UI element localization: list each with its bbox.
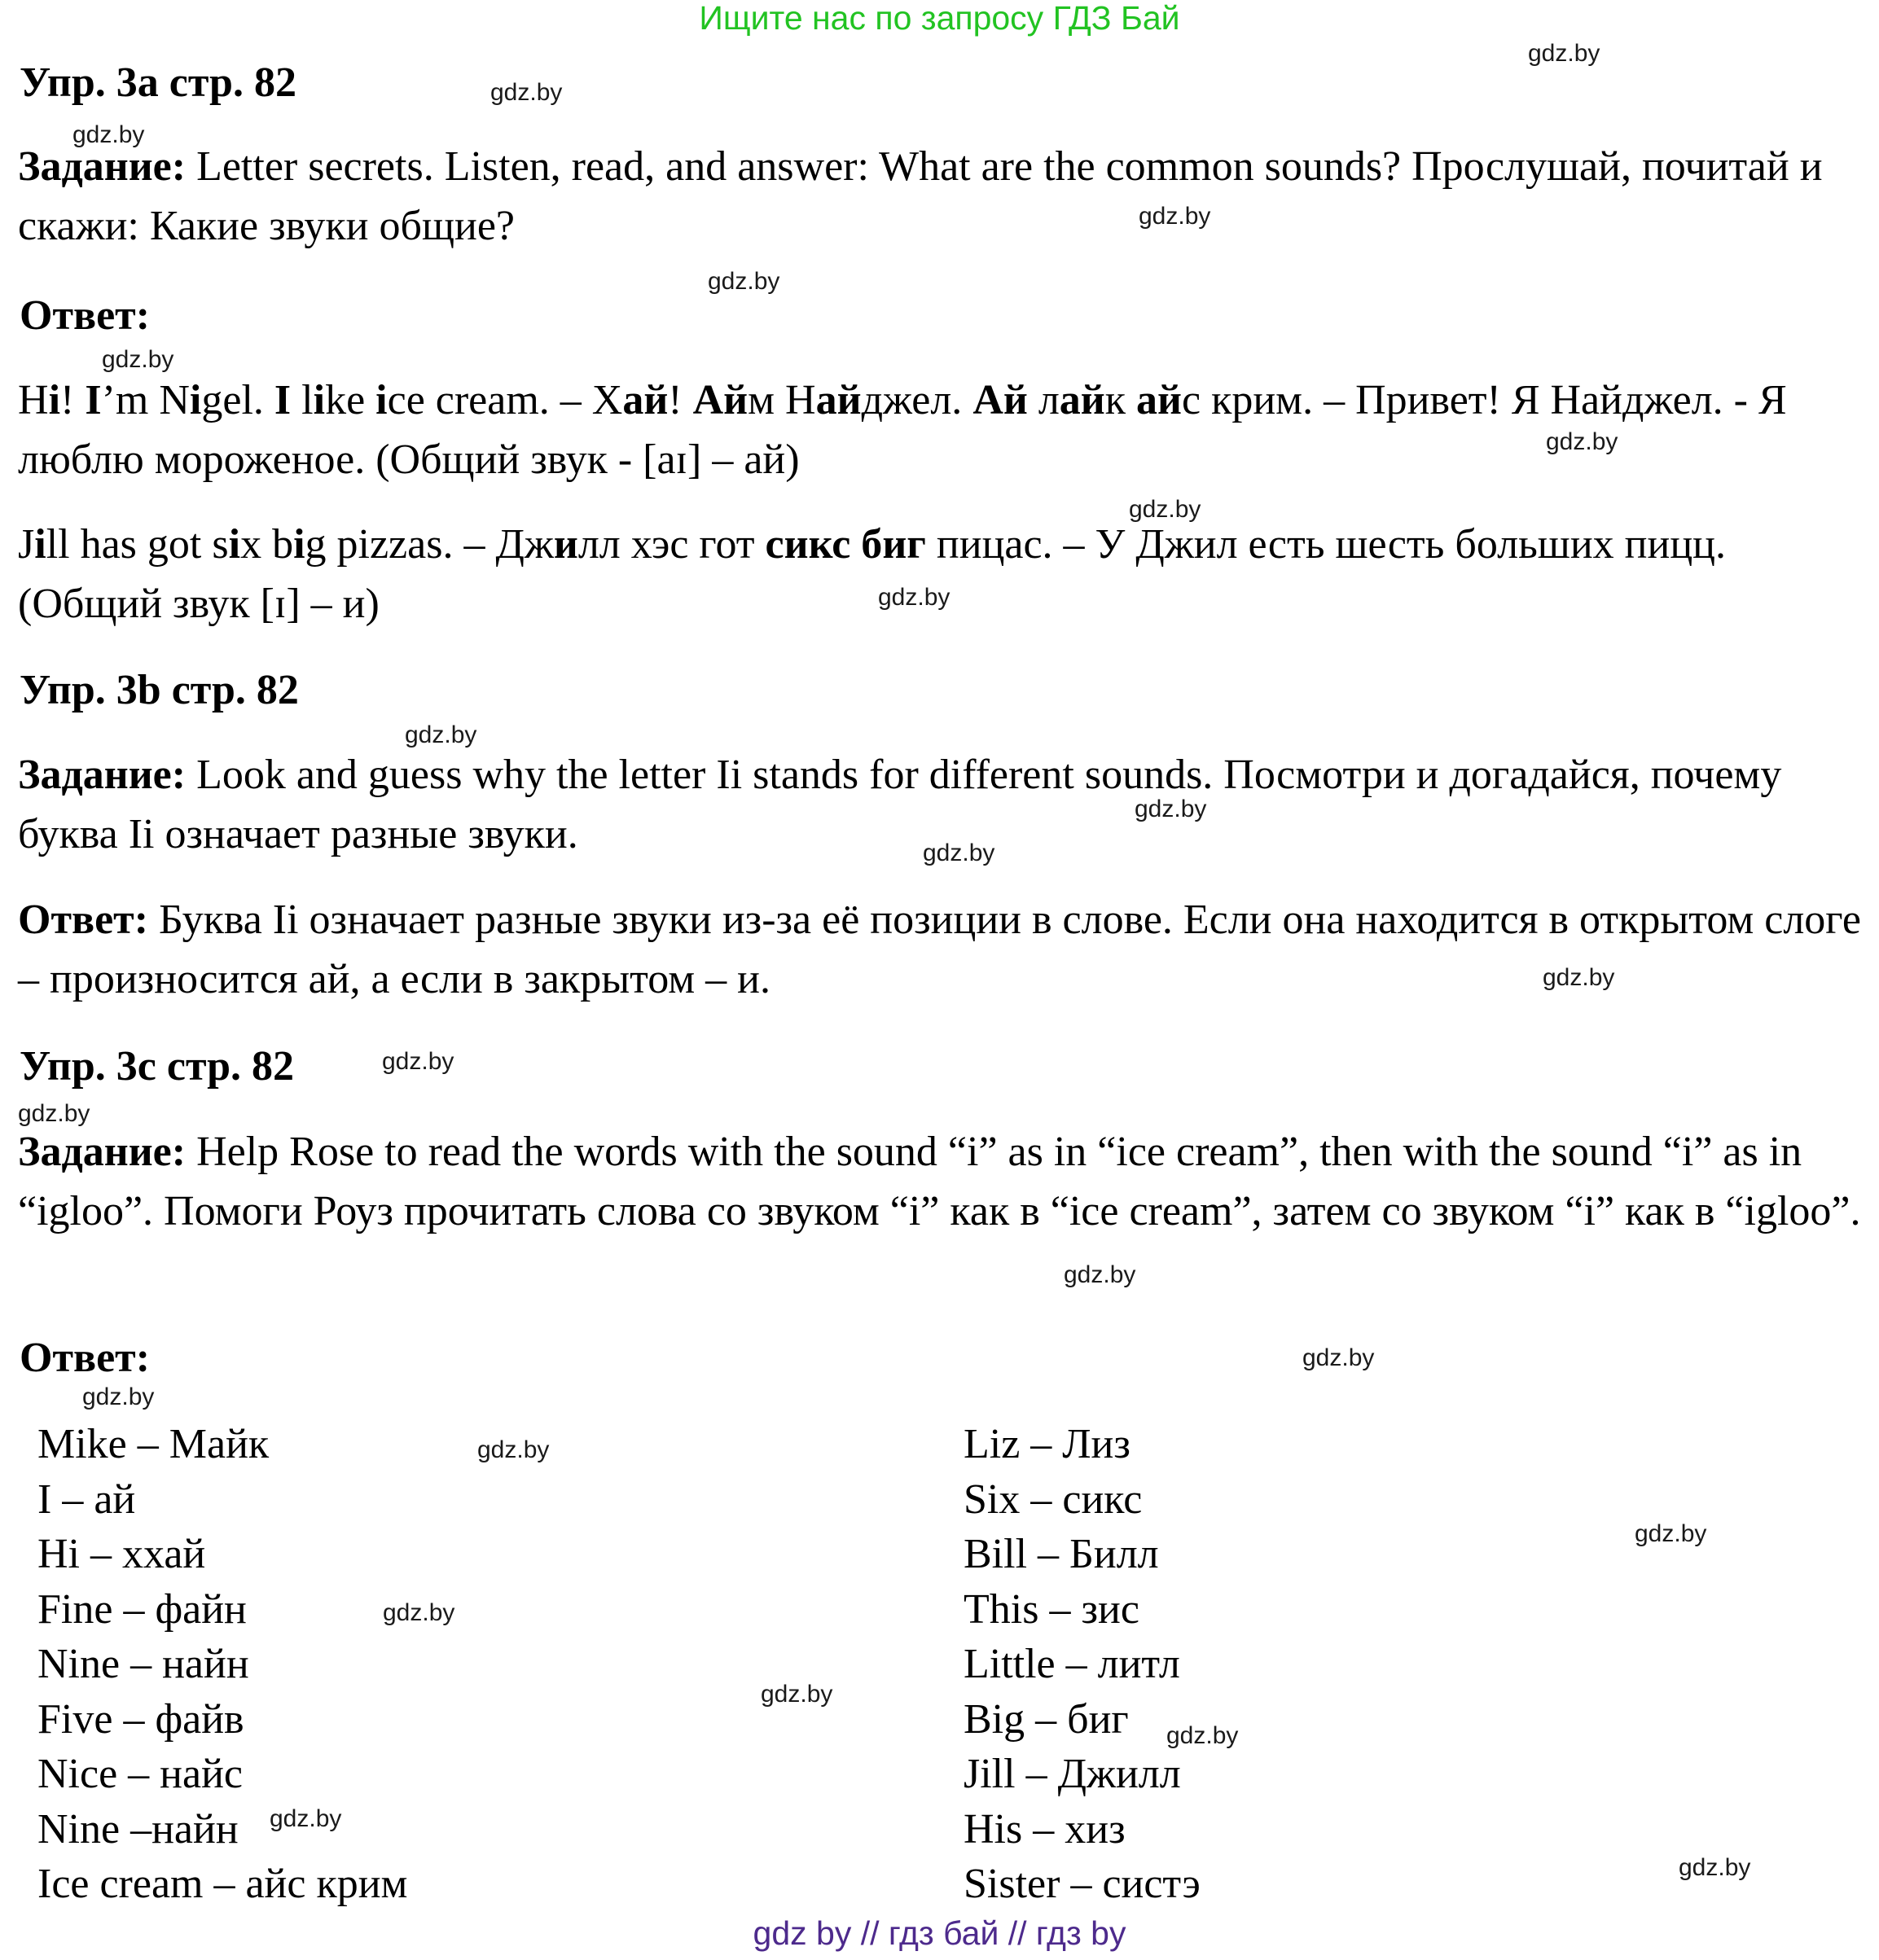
list-item: Nine – найн — [37, 1641, 249, 1687]
list-item: Mike – Майк — [37, 1421, 270, 1467]
list-item: Hi – ххай — [37, 1531, 206, 1577]
exercise-3a-answer-line-2: Jill has got six big pizzas. – Джилл хэс гот сикс биг пицас. – У Джил есть шесть больших пицц. (Общий звук [ɪ] – и) — [18, 521, 1726, 627]
watermark: gdz.by — [923, 840, 995, 866]
task-label: Задание: — [18, 752, 187, 798]
watermark: gdz.by — [477, 1436, 550, 1463]
task-label: Задание: — [18, 143, 187, 190]
exercise-3b-heading: Упр. 3b стр. 82 — [20, 667, 299, 713]
exercise-3a-answer-label: Ответ: — [20, 292, 151, 339]
watermark: gdz.by — [1166, 1722, 1239, 1749]
watermark: gdz.by — [270, 1805, 342, 1832]
watermark: gdz.by — [82, 1383, 155, 1410]
footer-text: gdz by // гдз бай // гдз by — [753, 1914, 1126, 1952]
watermark: gdz.by — [383, 1599, 455, 1626]
task-text: Help Rose to read the words with the sound “i” as in “ice cream”, then with the sound “i” as in “igloo”. Помоги Роуз прочитать слова со звуком “i” как в “ice cream”, затем со звуком “i” как в “igloo”. — [18, 1129, 1861, 1234]
watermark: gdz.by — [1064, 1261, 1136, 1288]
list-item: Nice – найс — [37, 1751, 243, 1797]
watermark: gdz.by — [102, 346, 174, 373]
task-label: Задание: — [18, 1129, 187, 1175]
right-word-list — [964, 1417, 1201, 1912]
list-item: Ice cream – айс крим — [37, 1861, 408, 1907]
exercise-3a-answer-line-1: Hi! I’m Nigel. I like ice cream. – Хай! Айм Найджел. Ай лайк айс крим. – Привет! Я Найджел. - Я люблю мороженое. (Общий звук - [aɪ] – ай) — [18, 377, 1787, 483]
list-item: Bill – Билл — [964, 1531, 1159, 1577]
list-item: Little – литл — [964, 1641, 1180, 1687]
list-item: Six – сикс — [964, 1475, 1143, 1523]
exercise-3a-heading: Упр. 3a стр. 82 — [20, 59, 296, 106]
list-item: I – ай — [37, 1475, 136, 1523]
watermark: gdz.by — [1528, 40, 1600, 67]
watermark: gdz.by — [382, 1048, 454, 1075]
exercise-3c-heading: Упр. 3c стр. 82 — [20, 1043, 295, 1090]
task-text: Look and guess why the letter Ii stands for different sounds. Посмотри и догадайся, почему буква Ii означает разные звуки. — [18, 752, 1782, 857]
watermark: gdz.by — [878, 584, 950, 611]
exercise-3b-answer — [18, 890, 1867, 1009]
list-item: Sister – систэ — [964, 1861, 1201, 1907]
answer-label: Ответ: — [18, 897, 149, 943]
list-item: Jill – Джилл — [964, 1751, 1181, 1797]
watermark: gdz.by — [1635, 1520, 1707, 1547]
watermark: gdz.by — [72, 121, 145, 148]
answer-text: Буква Ii означает разные звуки из-за её позиции в слове. Если она находится в открытом слоге – произносится ай, а если в закрытом – и. — [18, 897, 1861, 1002]
task-text: Letter secrets. Listen, read, and answer: What are the common sounds? Прослушай, почитай и скажи: Какие звуки общие? — [18, 143, 1823, 249]
watermark: gdz.by — [18, 1100, 90, 1127]
list-item: Fine – файн — [37, 1585, 247, 1633]
watermark: gdz.by — [1543, 964, 1615, 991]
exercise-3c-answer-label: Ответ: — [20, 1335, 151, 1381]
left-word-list — [37, 1417, 407, 1912]
watermark: gdz.by — [490, 79, 563, 106]
list-item: Nine –найн — [37, 1805, 239, 1853]
watermark: gdz.by — [1302, 1344, 1375, 1371]
list-item: Big – биг — [964, 1695, 1129, 1743]
watermark: gdz.by — [761, 1681, 833, 1708]
watermark: gdz.by — [1135, 796, 1207, 822]
list-item: Liz – Лиз — [964, 1421, 1130, 1467]
list-item: Five – файв — [37, 1695, 244, 1743]
exercise-3c-task — [18, 1122, 1867, 1241]
watermark: gdz.by — [1679, 1854, 1751, 1881]
watermark: gdz.by — [405, 721, 477, 748]
watermark: gdz.by — [708, 268, 780, 295]
watermark: gdz.by — [1129, 496, 1201, 523]
exercise-3a-task — [18, 137, 1867, 256]
search-banner: Ищите нас по запросу ГДЗ Бай — [699, 0, 1180, 37]
list-item: This – зис — [964, 1585, 1139, 1633]
watermark: gdz.by — [1139, 203, 1211, 230]
watermark: gdz.by — [1546, 428, 1618, 455]
list-item: His – хиз — [964, 1805, 1126, 1853]
